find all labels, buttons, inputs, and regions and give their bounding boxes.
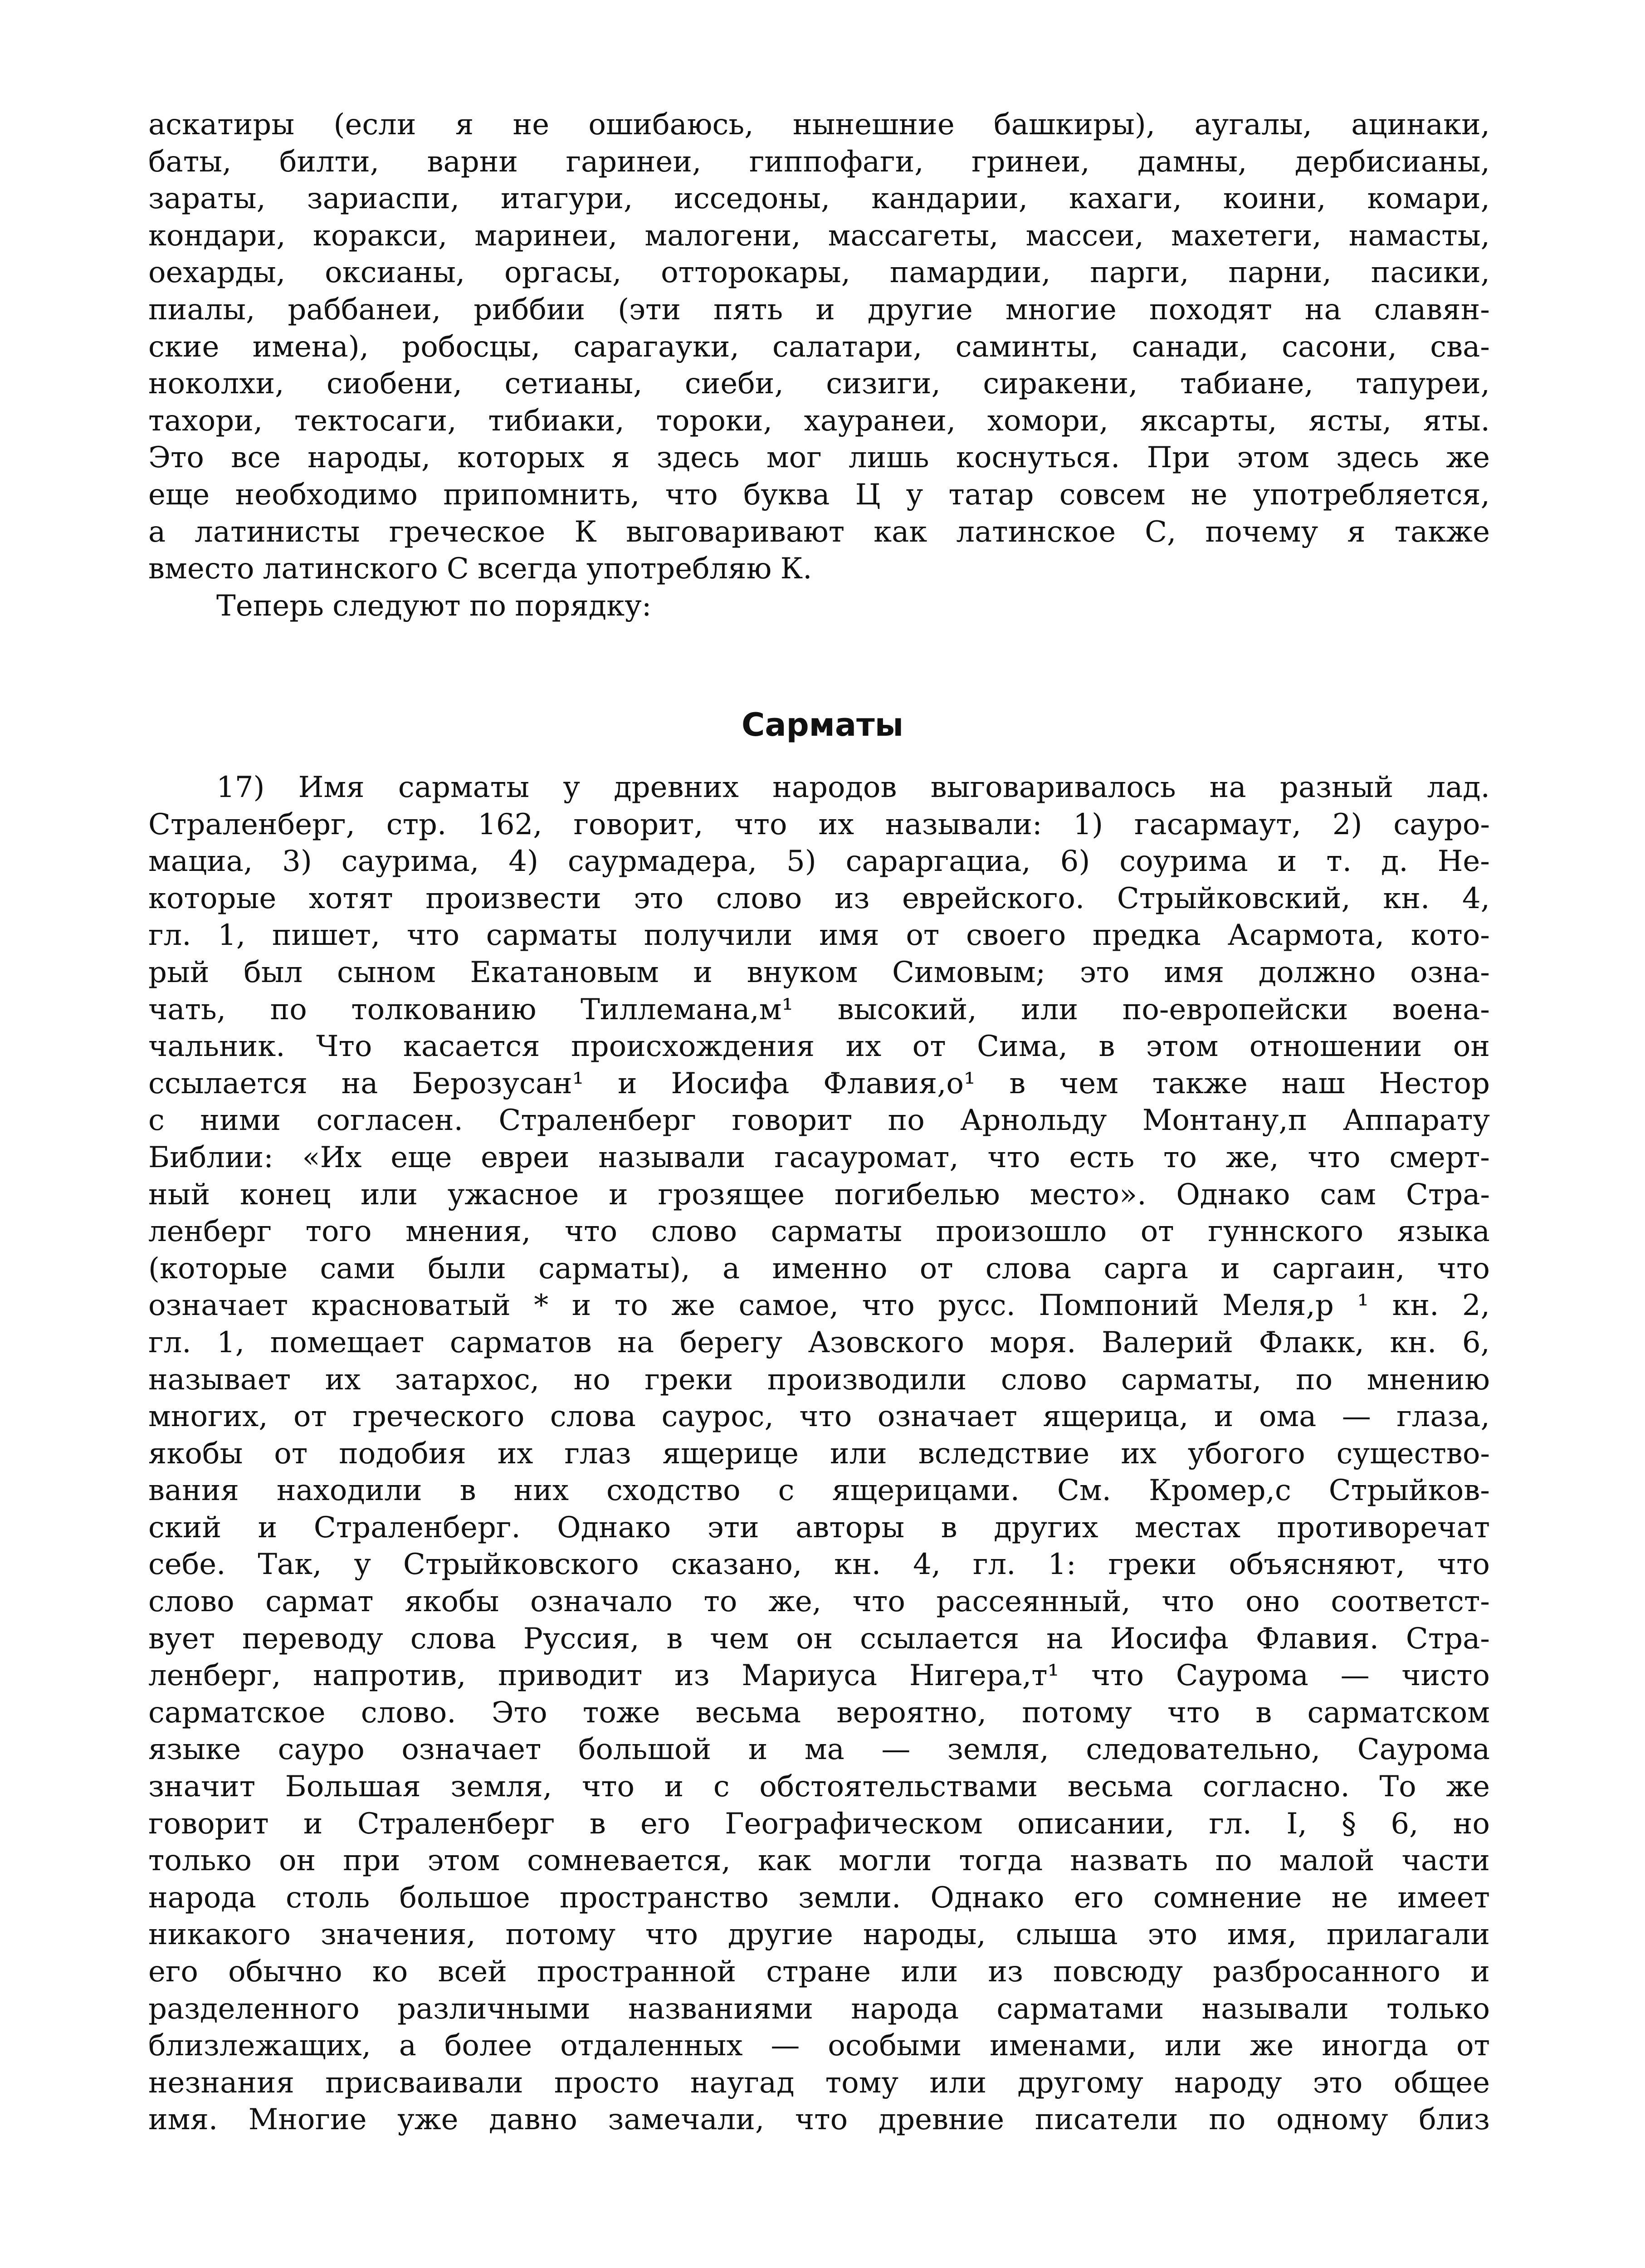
text-line: имя. Многие уже давно замечали, что древние писатели по одному близ bbox=[148, 2103, 1490, 2137]
text-line: пиалы, раббанеи, риббии (эти пять и другие многие походят на славян- bbox=[148, 293, 1490, 327]
text-line: Библии: «Их еще евреи называли гасауромат, что есть то же, что смерт- bbox=[148, 1140, 1490, 1174]
text-line: гл. 1, пишет, что сарматы получили имя от своего предка Асармота, кото- bbox=[148, 919, 1490, 953]
text-line: тахори, тектосаги, тибиаки, тороки, хауранеи, хомори, яксарты, ясты, яты. bbox=[148, 404, 1490, 438]
text-line: оехарды, оксианы, оргасы, отторокары, памардии, парги, парни, пасики, bbox=[148, 256, 1490, 290]
text-line: ский и Страленберг. Однако эти авторы в других местах противоречат bbox=[148, 1510, 1490, 1545]
text-line: якобы от подобия их глаз ящерице или вследствие их убогого существо- bbox=[148, 1437, 1490, 1471]
text-line: ный конец или ужасное и грозящее погибелью место». Однако сам Стра- bbox=[148, 1178, 1490, 1212]
text-line: Это все народы, которых я здесь мог лишь коснуться. При этом здесь же bbox=[148, 441, 1490, 475]
text-line: близлежащих, а более отдаленных — особыми именами, или же иногда от bbox=[148, 2029, 1490, 2063]
text-line: баты, билти, варни гаринеи, гиппофаги, гринеи, дамны, дербисианы, bbox=[148, 145, 1490, 179]
text-line: ленберг, напротив, приводит из Мариуса Нигера,т¹ что Саурома — чисто bbox=[148, 1659, 1490, 1693]
text-line: языке сауро означает большой и ма — земля, следовательно, Саурома bbox=[148, 1733, 1490, 1767]
text-line: рый был сыном Екатановым и внуком Симовым; это имя должно озна- bbox=[148, 955, 1490, 989]
text-line: вместо латинского С всегда употребляю К. bbox=[148, 552, 812, 586]
text-line: называет их затархос, но греки производили слово сарматы, по мнению bbox=[148, 1363, 1490, 1397]
text-line: слово сармат якобы означало то же, что рассеянный, что оно соответст- bbox=[148, 1585, 1490, 1619]
text-line: незнания присваивали просто наугад тому или другому народу это общее bbox=[148, 2066, 1490, 2100]
text-block-intro bbox=[148, 107, 1490, 625]
text-line: еще необходимо припомнить, что буква Ц у татар совсем не употребляется, bbox=[148, 478, 1490, 512]
text-line: себе. Так, у Стрыйковского сказано, кн. 4, гл. 1: греки объясняют, что bbox=[148, 1548, 1490, 1582]
text-line: а латинисты греческое К выговаривают как латинское С, почему я также bbox=[148, 515, 1490, 549]
text-line: с ними согласен. Страленберг говорит по Арнольду Монтану,п Аппарату bbox=[148, 1104, 1490, 1138]
text-block-sarmaty bbox=[148, 769, 1490, 2139]
text-line: вует переводу слова Руссия, в чем он ссылается на Иосифа Флавия. Стра- bbox=[148, 1622, 1490, 1656]
text-line: зараты, зариаспи, итагури, исседоны, кандарии, кахаги, коини, комари, bbox=[148, 182, 1490, 216]
text-line: никакого значения, потому что другие народы, слыша это имя, прилагали bbox=[148, 1918, 1490, 1952]
text-line: ссылается на Берозусан¹ и Иосифа Флавия,о¹ в чем также наш Нестор bbox=[148, 1066, 1490, 1100]
text-line: сарматское слово. Это тоже весьма вероятно, потому что в сарматском bbox=[148, 1696, 1490, 1730]
text-line: его обычно ко всей пространной стране или из повсюду разбросанного и bbox=[148, 1955, 1490, 1989]
text-line: гл. 1, помещает сарматов на берегу Азовского моря. Валерий Флакк, кн. 6, bbox=[148, 1325, 1490, 1359]
text-line: ленберг того мнения, что слово сарматы произошло от гуннского языка bbox=[148, 1215, 1490, 1249]
text-line: кондари, коракси, маринеи, малогени, массагеты, массеи, махетеги, намасты, bbox=[148, 219, 1490, 253]
text-line: разделенного различными названиями народа сарматами называли только bbox=[148, 1992, 1490, 2026]
text-line: мациа, 3) саурима, 4) саурмадера, 5) сараргациа, 6) соурима и т. д. Не- bbox=[148, 845, 1490, 879]
text-line: значит Большая земля, что и с обстоятельствами весьма согласно. То же bbox=[148, 1770, 1490, 1804]
text-line: ноколхи, сиобени, сетианы, сиеби, сизиги, сиракени, табиане, тапуреи, bbox=[148, 367, 1490, 401]
text-line: (которые сами были сарматы), а именно от слова сарга и саргаин, что bbox=[148, 1251, 1490, 1286]
text-line: которые хотят произвести это слово из еврейского. Стрыйковский, кн. 4, bbox=[148, 881, 1490, 915]
text-line: аскатиры (если я не ошибаюсь, нынешние башкиры), аугалы, ацинаки, bbox=[148, 108, 1490, 142]
text-line: только он при этом сомневается, как могли тогда назвать по малой части bbox=[148, 1844, 1490, 1878]
text-line: многих, от греческого слова саурос, что означает ящерица, и ома — глаза, bbox=[148, 1400, 1490, 1434]
text-line: говорит и Страленберг в его Географическом описании, гл. I, § 6, но bbox=[148, 1807, 1490, 1841]
text-line: чать, по толкованию Тиллемана,м¹ высокий, или по-европейски воена- bbox=[148, 992, 1490, 1026]
text-line: чальник. Что касается происхождения их от Сима, в этом отношении он bbox=[148, 1030, 1490, 1064]
section-heading: Сарматы bbox=[741, 706, 904, 743]
text-line: народа столь большое пространство земли. Однако его сомнение не имеет bbox=[148, 1881, 1490, 1915]
text-line: означает красноватый * и то же самое, что русс. Помпоний Меля,р ¹ кн. 2, bbox=[148, 1289, 1490, 1323]
text-line: Теперь следуют по порядку: bbox=[216, 589, 652, 623]
text-line: вания находили в них сходство с ящерицами. См. Кромер,с Стрыйков- bbox=[148, 1474, 1490, 1508]
text-line: 17) Имя сарматы у древних народов выговаривалось на разный лад. bbox=[216, 771, 1490, 804]
text-line: ские имена), робосцы, сарагауки, салатари, саминты, санади, сасони, сва- bbox=[148, 330, 1490, 364]
text-line: Страленберг, стр. 162, говорит, что их называли: 1) гасармаут, 2) сауро- bbox=[148, 807, 1490, 841]
